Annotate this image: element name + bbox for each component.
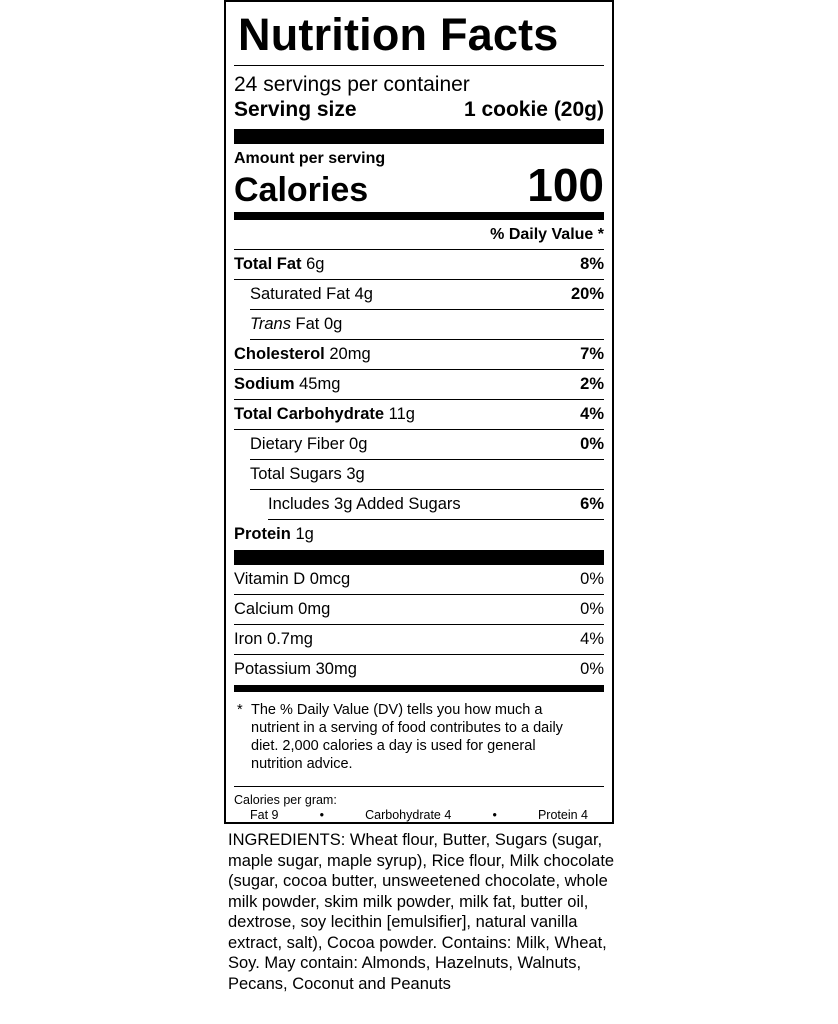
nutrient-name: Cholesterol [234,344,325,363]
nutrient-row-total-sugars [234,460,604,490]
nutrient-name: Includes 3g Added Sugars [268,495,461,514]
amount-per-serving: Amount per serving [234,150,386,168]
vitamin-dv: 4% [580,629,604,648]
nutrient-name: Total Carbohydrate [234,404,385,423]
servings-per-container: 24 servings per container [234,73,470,96]
label-title: Nutrition Facts [238,9,559,60]
nutrient-dv: 20% [570,285,604,304]
nutrient-row-cholesterol [234,340,604,370]
vitamin-name: Potassium 30mg [234,660,357,679]
serving-size-row [234,98,604,122]
thick-divider [234,129,604,144]
vitamin-name: Calcium 0mg [234,599,331,618]
vitamin-dv: 0% [580,569,604,588]
calories-value: 100 [527,158,604,211]
nutrient-amount: 3g [346,465,365,484]
nutrient-row-dietary-fiber [234,430,604,460]
vitamin-row-calcium [234,595,604,625]
daily-value-footnote [234,701,604,773]
nutrient-name: Protein [234,525,291,544]
vitamin-dv: 0% [580,660,604,679]
nutrient-name: Fat [295,315,320,334]
vitamin-row-vitamin-d [234,565,604,595]
vitamin-row-iron [234,625,604,655]
cpg-protein: Protein 4 [537,807,588,822]
nutrient-dv: 6% [580,495,604,514]
nutrient-name: Saturated Fat [250,285,350,304]
vitamins-divider [234,550,604,565]
calories-per-gram-label: Calories per gram: [234,792,337,807]
nutrient-amount: 45mg [299,374,341,393]
ingredients-text: INGREDIENTS: Wheat flour, Butter, Sugars (sugar, maple sugar, maple syrup), Rice flour, Milk chocolate (sugar, cocoa butter, unsweetened chocolate, whole milk powder, skim milk powder, milk fat, butter oil, dextrose, soy lecithin [emulsifier], natural vanilla extract, salt), Cocoa powder. Contains: Milk, Wheat, Soy. May contain: Almonds, Hazelnuts, Walnuts, Pecans, Coconut and Peanuts [228,831,615,993]
nutrient-row-added-sugars [234,490,604,520]
nutrient-amount: 0g [323,315,343,334]
footnote-text: The % Daily Value (DV) tells you how much a nutrient in a serving of food contributes to a daily diet. 2,000 calories a day is used for general nutrition advice. [251,701,563,772]
nutrient-name: Dietary Fiber [250,435,345,454]
vitamin-name: Vitamin D 0mcg [234,569,351,588]
nutrient-dv: 2% [580,374,604,393]
divider [234,65,604,66]
nutrient-dv: 7% [580,344,604,363]
nutrient-name: Total Fat [234,254,302,273]
cpg-fat: Fat 9 [250,807,279,822]
nutrient-amount: 1g [295,525,314,544]
nutrient-amount: 11g [388,404,415,423]
nutrient-dv: 8% [580,254,604,273]
nutrient-name: Total Sugars [250,465,342,484]
nutrient-row-total-carbohydrate [234,400,604,430]
nutrient-row-protein [234,520,604,550]
end-divider [234,685,604,692]
nutrient-dv: 0% [580,435,604,454]
calories-per-gram-values [234,808,604,823]
bullet-icon: • [319,807,325,822]
nutrient-name: Sodium [234,374,295,393]
nutrient-amount: 6g [306,254,325,273]
medium-divider [234,212,604,220]
footnote-asterisk: * [237,701,243,718]
serving-size-label: Serving size [234,98,357,122]
bullet-icon: • [492,807,497,822]
nutrient-amount: 0g [349,435,368,454]
serving-size-value: 1 cookie (20g) [463,98,604,122]
nutrient-amount: 20mg [329,344,371,363]
daily-value-header: % Daily Value * [234,220,604,250]
calories-label: Calories [234,170,369,209]
nutrient-row-trans-fat [234,310,604,340]
nutrient-row-sodium [234,370,604,400]
vitamin-dv: 0% [580,599,604,618]
vitamin-row-potassium [234,655,604,685]
nutrient-dv: 4% [580,404,604,423]
nutrient-amount: 4g [354,285,373,304]
nutrition-facts-label [224,0,614,824]
cpg-carbohydrate: Carbohydrate 4 [365,807,452,822]
calories-per-gram [234,786,604,823]
vitamin-name: Iron 0.7mg [234,629,313,648]
nutrient-row-saturated-fat [234,280,604,310]
nutrient-name-italic: Trans [250,315,291,334]
nutrient-row-total-fat [234,250,604,280]
